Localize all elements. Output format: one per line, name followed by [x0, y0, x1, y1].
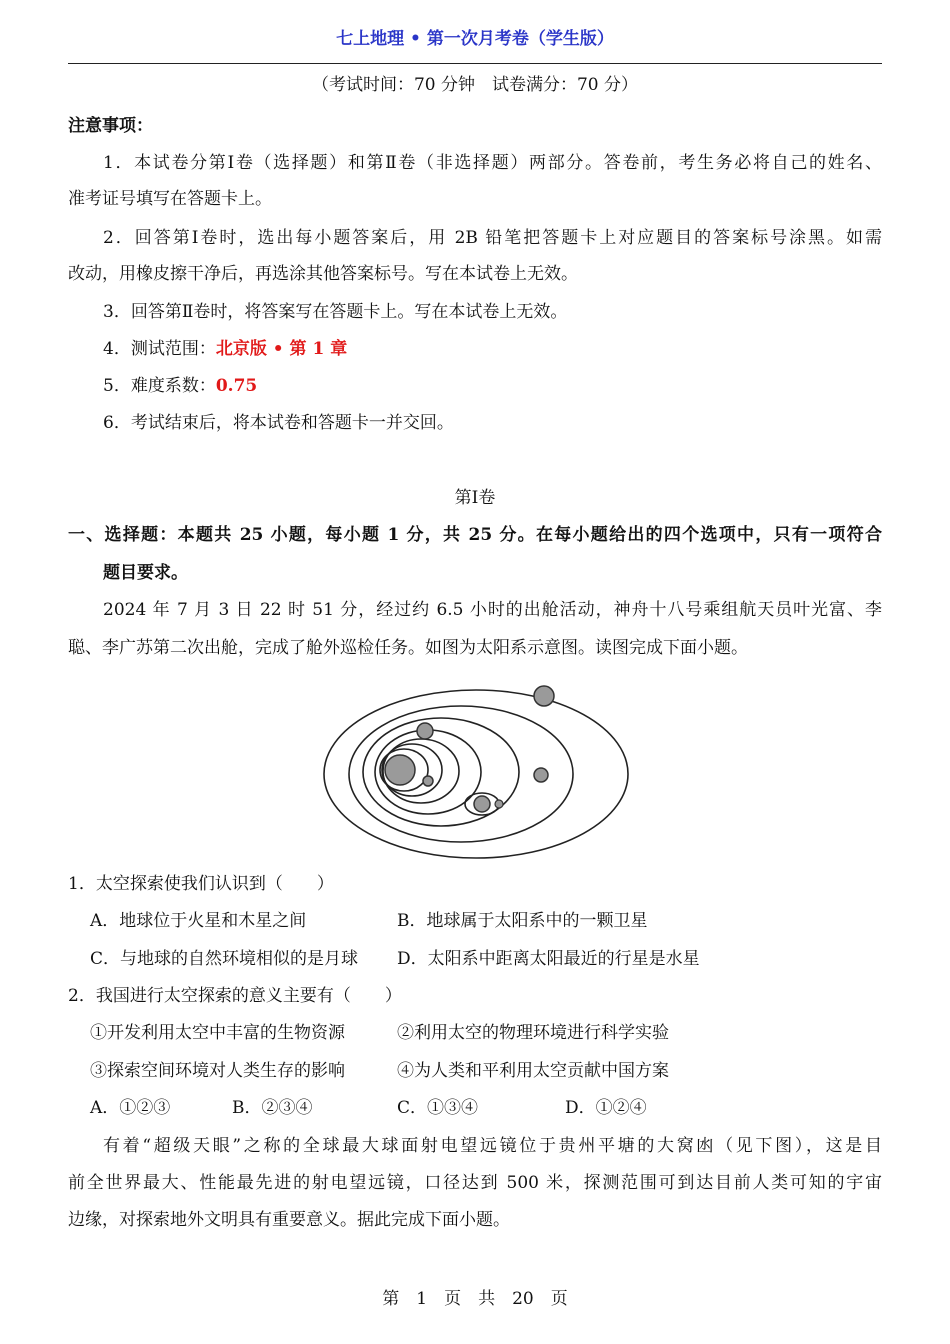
section-heading-cont: 题目要求。: [103, 563, 188, 583]
solar-system-diagram: [320, 672, 632, 860]
passage2-line1: 有着“超级天眼”之称的全球最大球面射电望远镜位于贵州平塘的大窝凼（见下图），这是目: [103, 1136, 882, 1156]
question-2-stem: 2．我国进行太空探索的意义主要有（ ）: [68, 986, 402, 1006]
notice-item-1-cont: 准考证号填写在答题卡上。: [68, 189, 272, 209]
q2-statement-4: ④为人类和平利用太空贡献中国方案: [397, 1061, 669, 1081]
notice-item-3: 3．回答第Ⅱ卷时，将答案写在答题卡上。写在本试卷上无效。: [103, 302, 568, 322]
passage2-line2: 前全世界最大、性能最先进的射电望远镜，口径达到 500 米，探测范围可到达目前人类可知的宇宙: [68, 1173, 882, 1193]
q2-statement-2: ②利用太空的物理环境进行科学实验: [397, 1023, 669, 1043]
difficulty-value: 0.75: [215, 376, 258, 396]
moon: [495, 800, 503, 808]
notice-item-2: 2．回答第Ⅰ卷时，选出每小题答案后，用 2B 铅笔把答题卡上对应题目的答案标号涂黑。如需: [103, 228, 882, 248]
notice-item-4: [103, 337, 347, 361]
q1-option-b: B．地球属于太阳系中的一颗卫星: [397, 911, 648, 931]
notice-item-5: [103, 374, 257, 398]
planet-earth: [474, 796, 490, 812]
difficulty-label: 5．难度系数：: [103, 376, 216, 396]
section-heading: 一、选择题：本题共 25 小题，每小题 1 分，共 25 分。在每小题给出的四个选项中，只有一项符合: [68, 525, 882, 545]
header-divider: [68, 63, 882, 64]
planet-right: [534, 768, 548, 782]
page-number: 第 1 页 共 20 页: [382, 1289, 568, 1309]
document-title: 七上地理 • 第一次月考卷（学生版）: [336, 29, 614, 49]
q2-statement-1: ①开发利用太空中丰富的生物资源: [90, 1023, 345, 1043]
notice-item-6: 6．考试结束后，将本试卷和答题卡一并交回。: [103, 413, 454, 433]
planet-inner: [423, 776, 433, 786]
q2-option-d: D．①②④: [565, 1098, 647, 1118]
volume-title: 第Ⅰ卷: [454, 488, 496, 508]
q2-option-a: A．①②③: [90, 1098, 171, 1118]
exam-info: （考试时间：70 分钟 试卷满分：70 分）: [311, 75, 639, 95]
solar-system-figure: [320, 672, 632, 860]
scope-label: 4．测试范围：: [103, 339, 216, 359]
notice-item-1: 1．本试卷分第Ⅰ卷（选择题）和第Ⅱ卷（非选择题）两部分。答卷前，考生务必将自己的姓名、: [103, 153, 882, 173]
passage1-line2: 聪、李广苏第二次出舱，完成了舱外巡检任务。如图为太阳系示意图。读图完成下面小题。: [68, 638, 748, 658]
question-1-stem: 1．太空探索使我们认识到（ ）: [68, 874, 334, 894]
sun: [385, 755, 415, 785]
passage2-line3: 边缘，对探索地外文明具有重要意义。据此完成下面小题。: [68, 1210, 510, 1230]
q1-option-a: A．地球位于火星和木星之间: [90, 911, 307, 931]
q1-option-c: C．与地球的自然环境相似的是月球: [90, 949, 359, 969]
q2-statement-3: ③探索空间环境对人类生存的影响: [90, 1061, 345, 1081]
planet-upper: [417, 723, 433, 739]
q2-option-c: C．①③④: [397, 1098, 479, 1118]
q2-option-b: B．②③④: [232, 1098, 313, 1118]
notice-item-2-cont: 改动，用橡皮擦干净后，再选涂其他答案标号。写在本试卷上无效。: [68, 264, 578, 284]
orbit-8: [324, 690, 628, 858]
notice-heading: 注意事项：: [68, 116, 153, 136]
planet-outer: [534, 686, 554, 706]
scope-value: 北京版 • 第 1 章: [215, 339, 348, 359]
passage1-line1: 2024 年 7 月 3 日 22 时 51 分，经过约 6.5 小时的出舱活动，神舟十八号乘组航天员叶光富、李: [103, 600, 882, 620]
q1-option-d: D．太阳系中距离太阳最近的行星是水星: [397, 949, 700, 969]
